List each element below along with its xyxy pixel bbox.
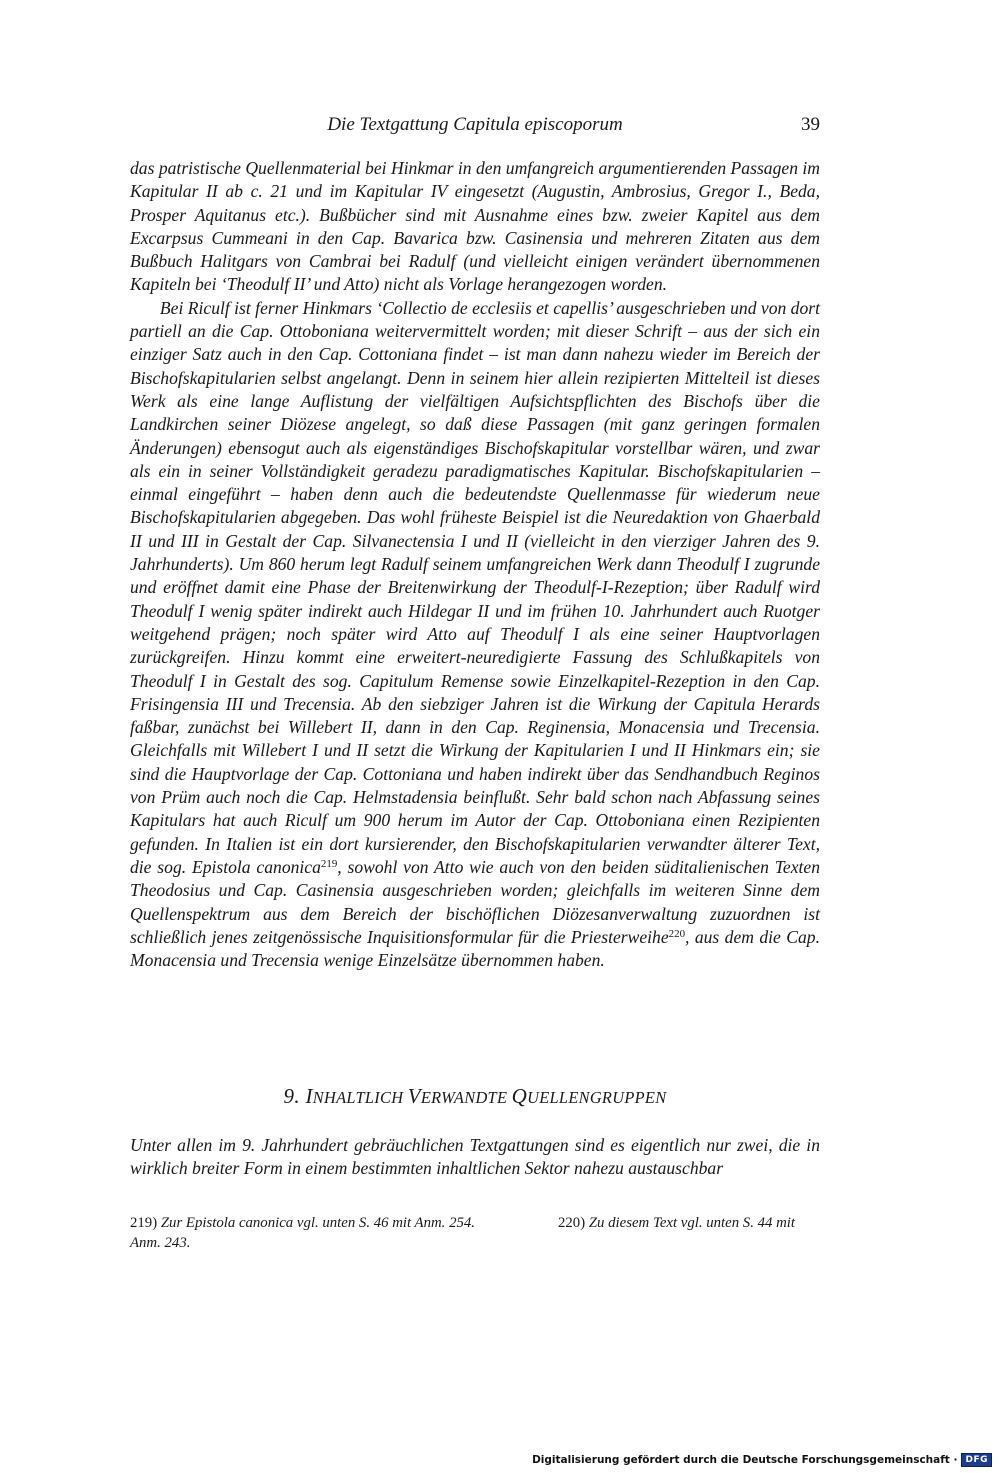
footnote-ref-220[interactable]: 220: [668, 927, 686, 940]
section-title-part-3: UELLENGRUPPEN: [527, 1088, 667, 1107]
footnote-220-text: Zu diesem Text vgl. unten S. 44 mit: [588, 1215, 796, 1231]
section-heading: [130, 1084, 820, 1109]
footnote-219: [130, 1213, 520, 1233]
footnote-220-number: 220): [558, 1215, 586, 1231]
paragraph-2-part-2: , sowohl von Atto wie auch von den beiden süditalienischen Texten Theodosius und Cap. Casinensia ausgeschrieben worden; gleichfalls im weiteren Sinne dem Quellenspektrum aus dem Bereich der bischöflichen Diözesanverwaltung zuzuordnen ist schließlich jenes zeitgenössische Inquisitionsformular für die Priesterweihe: [130, 856, 820, 947]
digitization-footer: [532, 1452, 992, 1468]
main-text: [130, 157, 820, 972]
section-title-part-1: NHALTLICH: [312, 1088, 408, 1107]
page-number: 39: [801, 114, 820, 135]
footnote-219-text: Zur Epistola canonica vgl. unten S. 46 mit Anm. 254.: [160, 1215, 475, 1231]
paragraph-2: [130, 297, 820, 973]
paragraph-2-part-1: Bei Riculf ist ferner Hinkmars ‘Collectio de ecclesiis et capellis’ ausgeschrieben und von dort partiell an die Cap. Ottoboniana weitervermittelt worden; mit dieser Schrift – aus der sich ein einziger Satz auch in den Cap. Cottoniana findet – ist man dann nahezu wieder im Bereich der Bischofskapitularien selbst angelangt. Denn in seinem hier allein rezipierten Mittelteil ist dieses Werk als eine lange Auflistung der vielfältigen Aufsichtspflichten des Bischofs über die Landkirchen seiner Diözese angelegt, so daß diese Passagen (mit ganz geringen formalen Änderungen) ebensogut auch als eigenständiges Bischofskapitular vorstellbar wären, und zwar als ein in seiner Vollständigkeit geradezu paradigmatisches Kapitular. Bischofskapitularien – einmal eingeführt – haben denn auch die bedeutendste Quellenmasse für wiederum neue Bischofskapitularien abgegeben. Das wohl früheste Beispiel ist die Neuredaktion von Ghaerbald II und III in Gestalt der Cap. Silvanectensia I und II (vielleicht in den vierziger Jahren des 9. Jahrhunderts). Um 860 herum legt Radulf seinem umfangreichen Werk dann Theodulf I zugrunde und eröffnet damit eine Phase der Breitenwirkung der Theodulf-I-Rezeption; über Radulf wird Theodulf I wenig später indirekt auch Hildegar II und im frühen 10. Jahrhundert auch Ruotger weitgehend prägen; noch später wird Atto auf Theodulf I als eine seiner Hauptvorlagen zurückgreifen. Hinzu kommt eine erweitert-neuredigierte Fassung des Schlußkapitels von Theodulf I in Gestalt des sog. Capitulum Remense sowie Einzelkapitel-Rezeption in den Cap. Frisingensia III und Trecensia. Ab den siebziger Jahren ist die Wirkung der Capitula Herards faßbar, zunächst bei Willebert II, dann in den Cap. Reginensia, Monacensia und Trecensia. Gleichfalls mit Willebert I und II setzt die Wirkung der Kapitularien I und II Hinkmars ein; sie sind die Hauptvorlage der Cap. Cottoniana und haben indirekt über das Sendhandbuch Reginos von Prüm auch noch die Cap. Helmstadensia beinflußt. Sehr bald schon nach Abfassung seines Kapitulars hat auch Riculf um 900 herum im Autor der Cap. Ottoboniana einen Rezipienten gefunden. In Italien ist ein dort kursierender, den Bischofskapitularien verwandter älterer Text, die sog. Epistola canonica: [130, 297, 821, 877]
section-paragraph-1: Unter allen im 9. Jahrhundert gebräuchlichen Textgattungen sind es eigentlich nur zwei, die in wirklich breiter Form in einem bestimmten inhaltlichen Sektor nahezu austauschbar: [130, 1135, 820, 1179]
section-title-initial-1: I: [305, 1084, 313, 1108]
running-head: [130, 114, 820, 142]
paragraph-2-part-3: , aus dem die Cap. Monacensia und Trecensia wenige Einzelsätze übernommen haben.: [130, 926, 820, 971]
footnote-ref-219[interactable]: 219: [320, 857, 338, 870]
digitization-credit: Digitalisierung gefördert durch die Deutsche Forschungsgemeinschaft ·: [532, 1454, 958, 1466]
section-title-initial-3: Q: [511, 1084, 528, 1108]
section-text: [130, 1134, 820, 1181]
section-number: 9.: [283, 1084, 300, 1108]
dfg-logo: DFG: [961, 1453, 992, 1467]
section-title-part-2: ERWANDTE: [420, 1088, 512, 1107]
running-head-title: Die Textgattung Capitula episcoporum: [327, 114, 623, 135]
footnote-220: [558, 1213, 820, 1233]
paragraph-1: das patristische Quellenmaterial bei Hinkmar in den umfangreich argumentierenden Passagen im Kapitular II ab c. 21 und im Kapitular IV eingesetzt (Augustin, Ambrosius, Gregor I., Beda, Prosper Aquitanus etc.). Bußbücher sind mit Ausnahme eines bzw. zweier Kapitel aus dem Excarpsus Cummeani in den Cap. Bavarica bzw. Casinensia und mehreren Zitaten aus dem Bußbuch Halitgars von Cambrai bei Radulf (und vielleicht einigen verändert übernommenen Kapiteln bei ‘Theodulf II’ und Atto) nicht als Vorlage herangezogen worden.: [130, 158, 820, 295]
section-title-initial-2: V: [407, 1084, 421, 1108]
footnote-220-continuation: Anm. 243.: [130, 1235, 191, 1251]
footnote-219-number: 219): [130, 1215, 158, 1231]
